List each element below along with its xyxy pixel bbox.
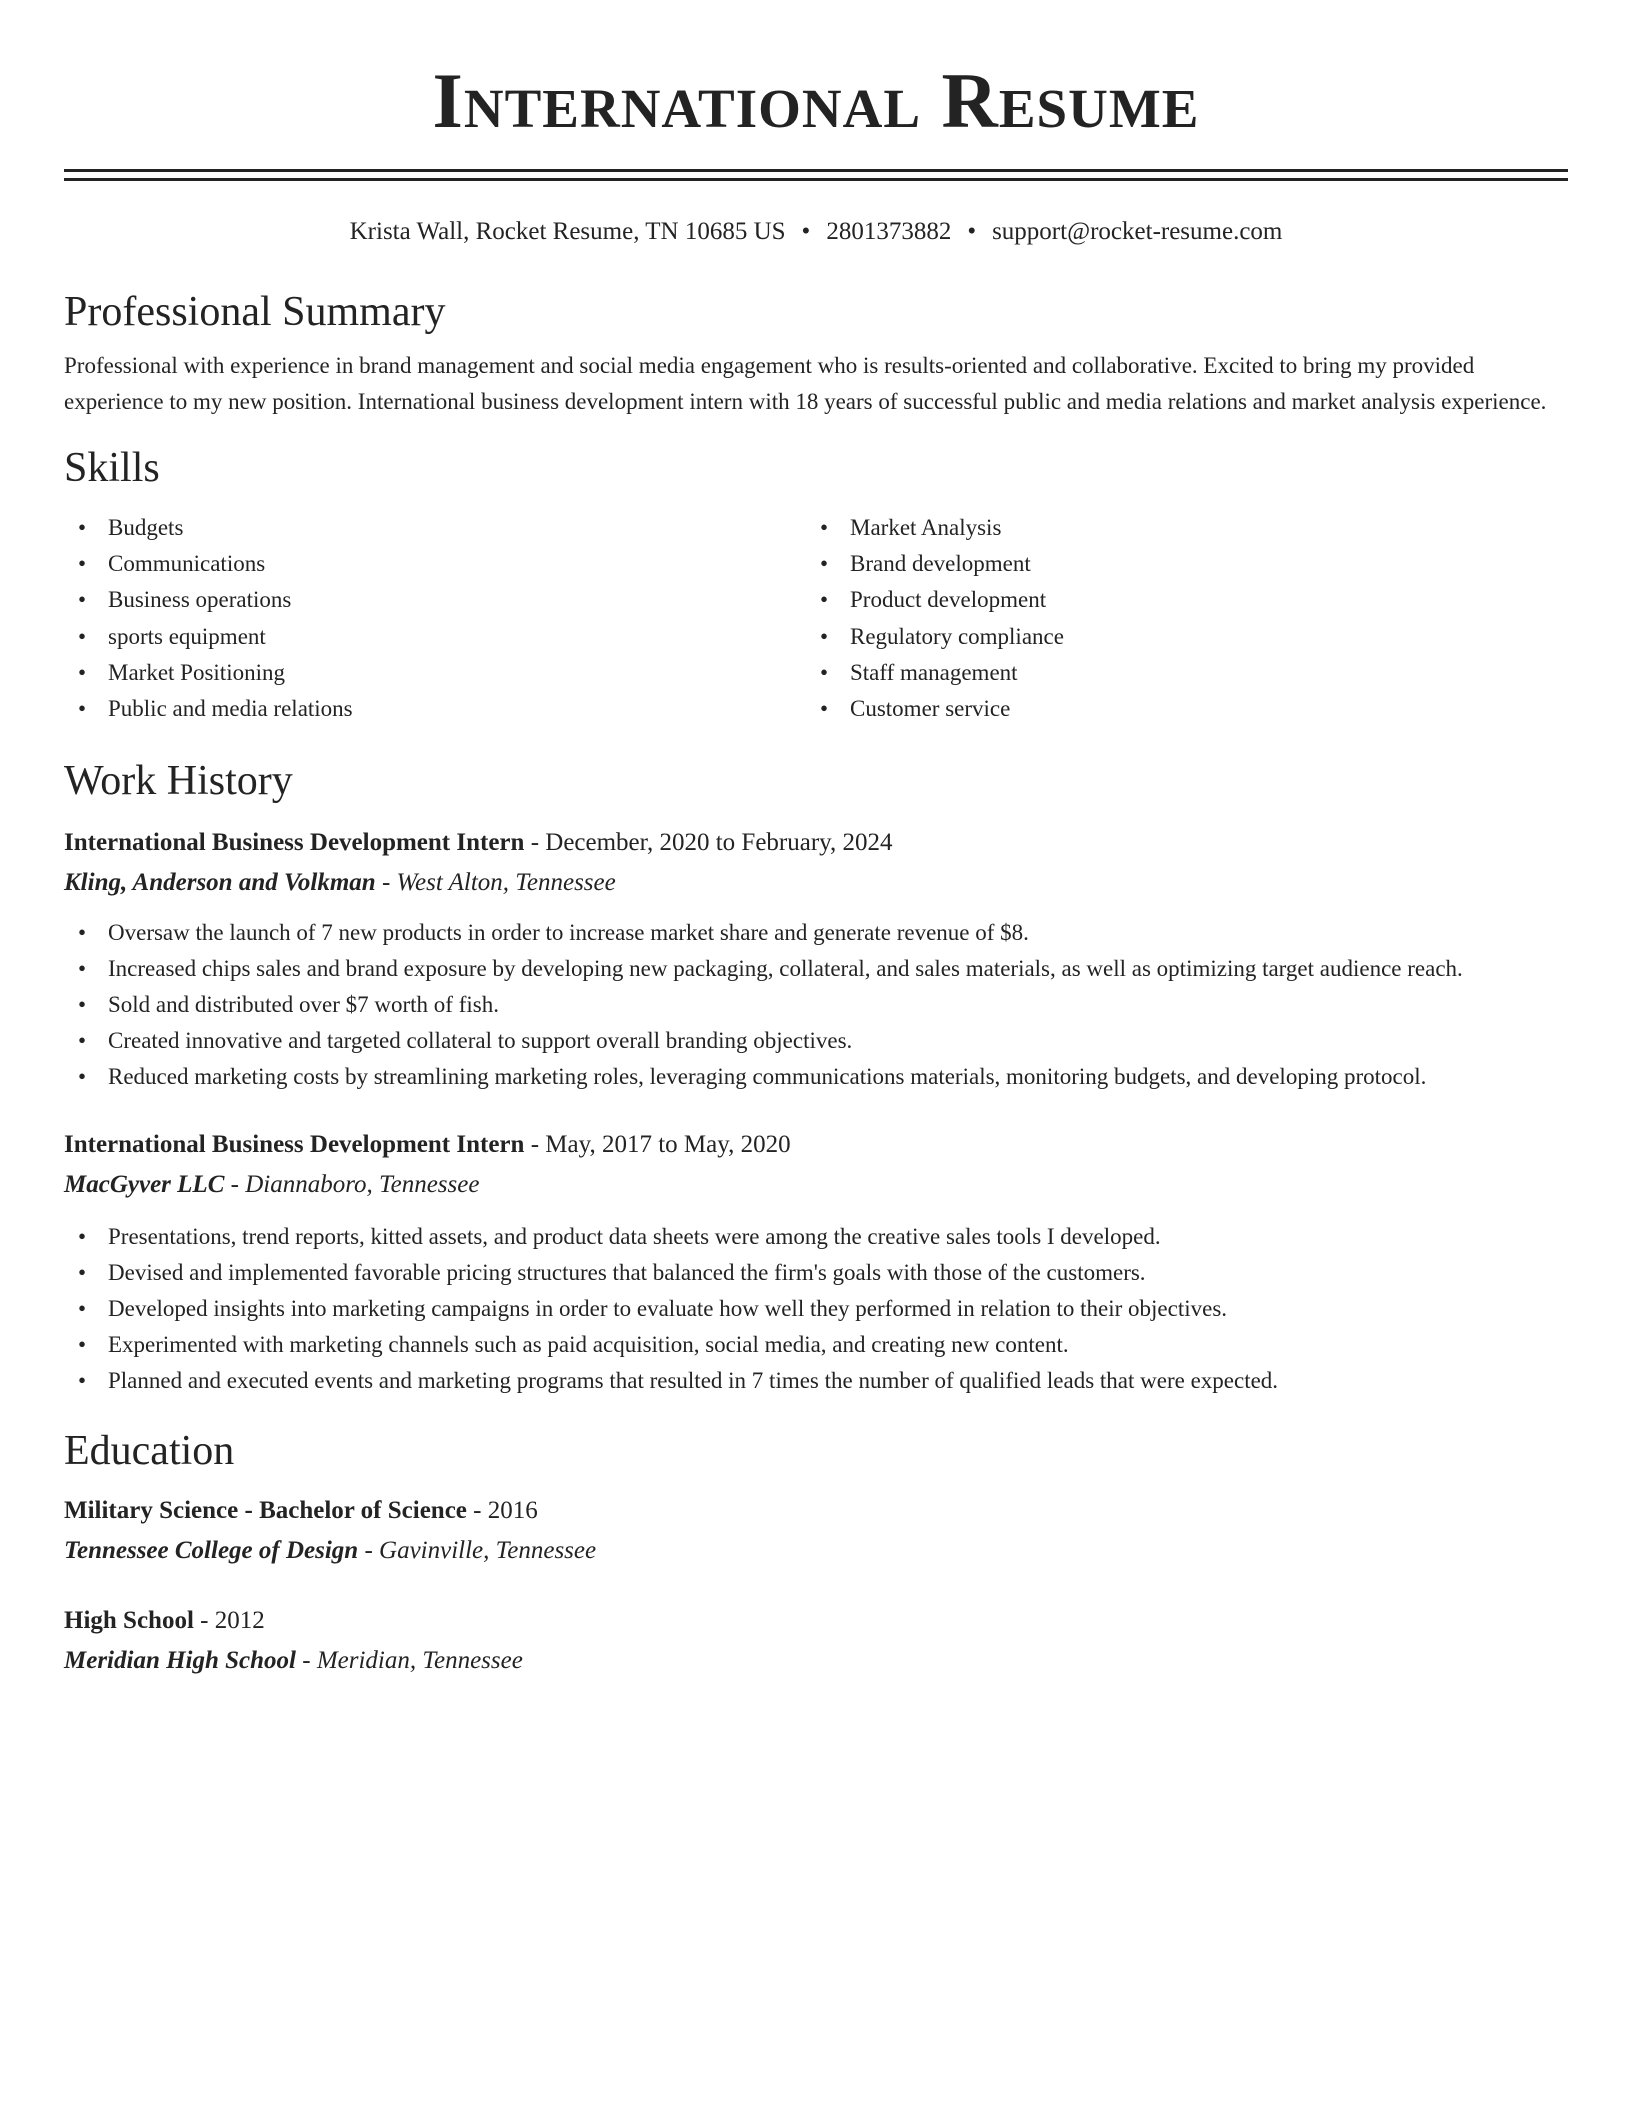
resume-title: International Resume	[432, 57, 1200, 144]
summary-text: Professional with experience in brand management and social media engagement who is results-oriented and collaborative. Excited to bring my provided experience to my new position. International business development intern with 18 years of successful public and media relations and market analysis experience.	[64, 353, 1547, 414]
skill-item: • Customer service	[806, 691, 1548, 727]
skill-item: • Public and media relations	[64, 691, 806, 727]
education-year: - 2016	[466, 1497, 538, 1525]
education-entry	[64, 1601, 1568, 1681]
job-bullet: • Planned and executed events and marketing programs that resulted in 7 times the number of qualified leads that were expected.	[64, 1363, 1568, 1399]
job-bullets	[64, 1219, 1568, 1399]
skill-item: • Brand development	[806, 546, 1548, 582]
skills-column-right	[806, 510, 1548, 727]
job-entry	[64, 823, 1568, 1095]
skill-item: • Product development	[806, 582, 1548, 618]
job-bullet: • Experimented with marketing channels such as paid acquisition, social media, and creating new content.	[64, 1327, 1568, 1363]
title-divider-top	[64, 169, 1568, 172]
contact-address: Krista Wall, Rocket Resume, TN 10685 US	[349, 218, 786, 245]
job-bullet: • Oversaw the launch of 7 new products in order to increase market share and generate revenue of $8.	[64, 915, 1568, 951]
skill-item: • Business operations	[64, 582, 806, 618]
job-header	[64, 1125, 1568, 1165]
education-header	[64, 1491, 1568, 1531]
skill-item: • Staff management	[806, 655, 1548, 691]
skill-item: • sports equipment	[64, 619, 806, 655]
education-location: - Meridian, Tennessee	[296, 1647, 523, 1675]
education-institution	[64, 1641, 1568, 1681]
job-employer	[64, 1165, 1568, 1205]
job-employer	[64, 863, 1568, 903]
education-institution	[64, 1531, 1568, 1571]
title-divider-bottom	[64, 178, 1568, 181]
section-title-skills: Skills	[64, 445, 160, 491]
job-bullets	[64, 915, 1568, 1095]
job-bullet: • Created innovative and targeted collateral to support overall branding objectives.	[64, 1023, 1568, 1059]
contact-separator: •	[967, 218, 977, 245]
contact-separator: •	[801, 218, 811, 245]
skill-item: • Market Positioning	[64, 655, 806, 691]
job-header	[64, 823, 1568, 863]
job-location: - Diannaboro, Tennessee	[224, 1171, 480, 1199]
contact-email: support@rocket-resume.com	[992, 218, 1283, 245]
skill-item: • Regulatory compliance	[806, 619, 1548, 655]
education-year: - 2012	[193, 1607, 265, 1635]
job-bullet: • Reduced marketing costs by streamlining marketing roles, leveraging communications materials, monitoring budgets, and developing protocol.	[64, 1059, 1568, 1095]
job-company: Kling, Anderson and Volkman	[64, 869, 376, 897]
education-header	[64, 1601, 1568, 1641]
job-company: MacGyver LLC	[64, 1171, 225, 1199]
skills-list	[64, 510, 1568, 727]
skill-item: • Budgets	[64, 510, 806, 546]
contact-phone: 2801373882	[826, 218, 952, 245]
job-bullet: • Sold and distributed over $7 worth of fish.	[64, 987, 1568, 1023]
job-bullet: • Developed insights into marketing campaigns in order to evaluate how well they performed in relation to their objectives.	[64, 1291, 1568, 1327]
section-title-summary: Professional Summary	[64, 289, 446, 335]
education-degree: High School	[64, 1607, 194, 1635]
skills-column-left	[64, 510, 806, 727]
skill-item: • Market Analysis	[806, 510, 1548, 546]
education-school: Tennessee College of Design	[64, 1537, 359, 1565]
section-title-work-history: Work History	[64, 758, 293, 805]
job-title: International Business Development Intern	[64, 829, 525, 857]
skill-item: • Communications	[64, 546, 806, 582]
job-bullet: • Devised and implemented favorable pricing structures that balanced the firm's goals with those of the customers.	[64, 1255, 1568, 1291]
education-school: Meridian High School	[64, 1647, 296, 1675]
resume-page	[64, 0, 1568, 1681]
job-entry	[64, 1125, 1568, 1399]
job-location: - West Alton, Tennessee	[375, 869, 616, 897]
job-dates: - May, 2017 to May, 2020	[524, 1131, 791, 1159]
job-dates: - December, 2020 to February, 2024	[524, 829, 893, 857]
job-bullet: • Presentations, trend reports, kitted assets, and product data sheets were among the creative sales tools I developed.	[64, 1219, 1568, 1255]
job-title: International Business Development Intern	[64, 1131, 525, 1159]
education-entry	[64, 1491, 1568, 1571]
education-degree: Military Science - Bachelor of Science	[64, 1497, 467, 1525]
job-bullet: • Increased chips sales and brand exposure by developing new packaging, collateral, and sales materials, as well as optimizing target audience reach.	[64, 951, 1568, 987]
section-title-education: Education	[64, 1428, 235, 1475]
contact-line	[64, 216, 1568, 248]
education-location: - Gavinville, Tennessee	[358, 1537, 597, 1565]
